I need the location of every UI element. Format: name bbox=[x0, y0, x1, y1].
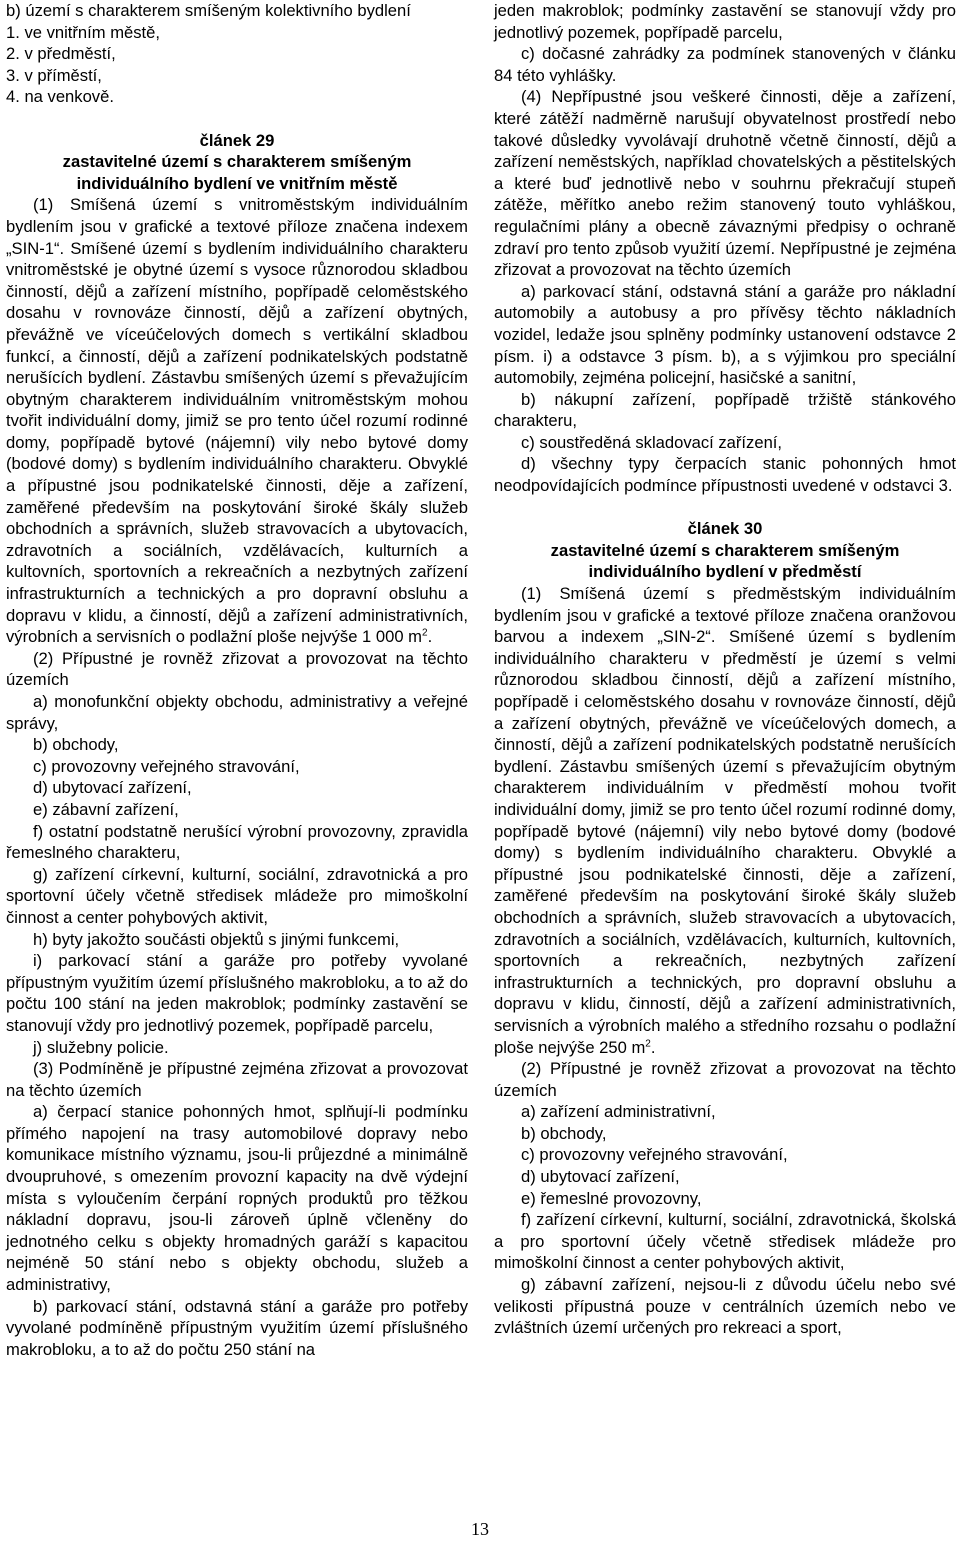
list-item: f) zařízení církevní, kulturní, sociální, zdravotnická, školská a pro sportovní účely včetně středisek mládeže pro mimoškolní činnost a center pohybových aktivit, bbox=[494, 1210, 956, 1273]
intro-list-item: 3. v příměstí, bbox=[6, 65, 102, 85]
article-30-title: zastavitelné území s charakterem smíšeným individuálního bydlení v předměstí bbox=[550, 540, 900, 582]
article-30-paragraph-1: (1) Smíšená území s předměstským individuálním bydlením jsou v grafické a textové příloze značena oranžovou barvou a indexem „SIN-2“. Smíšené území s bydlením individuálního charakteru v předměstí je území s velmi různorodou skladbou činností, dějů a zařízení místního, popřípadě i celoměstského dosahu v rovnováze činností, dějů a zařízení obytných, převážně ve víceúčelových domech, a činností, dějů a zařízení podnikatelských podstatně nerušících bydlení. Zástavbu smíšených území s převažujícím obytným charakterem individuálním v předměstí mohou tvořit individuální domy, jimiž se pro tento účel rozumí rodinné domy, popřípadě bytové (nájemní) vily nebo bytové domy (bodové domy) s bydlením individuálního charakteru. Obvyklé a přípustné jsou podnikatelské činnosti, děje a zařízení, zaměřené především na poskytování široké škály služeb obchodních a správních, služeb stravovacích a ubytovacích, zdravotních a sociálních, vzdělávacích, kulturních, kultovních, sportovních a rekreačních, nezbytných zařízení infrastrukturních a technických, pro dopravní obsluhu a dopravu v klidu, činností, dějů a zařízení administrativních, servisních a výrobních malého a středního rozsahu o podlažní ploše nejvýše 250 $m^2$. bbox=[494, 584, 956, 1057]
article-29-paragraph-1: (1) Smíšená území s vnitroměstským individuálním bydlením jsou v grafické a textové příloze značena indexem „SIN-1“. Smíšené území s bydlením individuálního charakteru vnitroměstské je obytné území s vysoce různorodou skladbou činností, dějů a zařízení místního, popřípadě celoměstského dosahu v rovnováze činností, dějů a zařízení obytných, převážně ve víceúčelových domech s vertikální skladbou funkcí, a činností, dějů a zařízení podnikatelských podstatně nerušících bydlení. Zástavbu smíšených území s převažujícím obytným charakterem individuálním vnitroměstským mohou tvořit individuální domy, jimiž se pro tento účel rozumí rodinné domy, popřípadě bytové (nájemní) vily nebo bytové domy (bodové domy) s bydlením individuálního charakteru. Obvyklé a přípustné jsou podnikatelské činnosti, děje a zařízení, zaměřené především na poskytování široké škály služeb obchodních a správních, služeb stravovacích a ubytovacích, zdravotních a sociálních, vzdělávacích, kulturních a kultovních, sportovních a rekreačních a nezbytných zařízení infrastrukturních a technických a pro dopravní obsluhu a dopravu v klidu, a činností, dějů a zařízení administrativních, výrobních a servisních o podlažní ploše nejvýše 1 000 $m^2$. bbox=[6, 195, 468, 647]
list-item: a) zařízení administrativní, bbox=[521, 1102, 716, 1122]
list-item: e) zábavní zařízení, bbox=[33, 799, 179, 819]
intro-list-item: 1. ve vnitřním městě, bbox=[6, 22, 161, 42]
article-30-paragraph-2: (2) Přípustné je rovněž zřizovat a provozovat na těchto územích bbox=[494, 1059, 956, 1100]
intro-list-item: 4. na venkově. bbox=[6, 87, 114, 107]
list-item: b) parkovací stání, odstavná stání a garáže pro potřeby vyvolané podmíněně přípustným využitím území příslušného makrobloku, a to až do počtu 250 stání na bbox=[6, 1296, 468, 1359]
intro-list-item: 2. v předměstí, bbox=[6, 44, 116, 64]
right-column bbox=[494, 0, 956, 1339]
list-item: b) obchody, bbox=[521, 1123, 607, 1143]
list-item: h) byty jakožto součásti objektů s jinými funkcemi, bbox=[33, 929, 400, 949]
list-item: d) všechny typy čerpacích stanic pohonných hmot neodpovídajících podmínce přípustnosti uvedené v odstavci 3. bbox=[494, 454, 956, 496]
page-number: 13 bbox=[471, 1519, 489, 1539]
list-item: g) zábavní zařízení, nejsou-li z důvodu účelu nebo své velikosti přípustná pouze v centrálních územích nebo ve zvláštních území určených pro rekreaci a sport, bbox=[494, 1275, 956, 1338]
article-29-number: článek 29 bbox=[199, 130, 275, 150]
list-item: f) ostatní podstatně nerušící výrobní provozovny, zpravidla řemeslného charakteru, bbox=[6, 821, 468, 863]
intro-item-b: b) území s charakterem smíšeným kolektivního bydlení bbox=[6, 1, 411, 20]
list-item: c) provozovny veřejného stravování, bbox=[33, 756, 300, 776]
list-item-continued: jeden makroblok; podmínky zastavění se stanovují vždy pro jednotlivý pozemek, popřípadě parcelu, bbox=[494, 1, 956, 42]
article-29-paragraph-4: (4) Nepřípustné jsou veškeré činnosti, děje a zařízení, které zátěží nadměrně narušují obyvatelnost prostředí nebo takové důsledky vyvolávají druhotně včetně činností, dějů a zařízení neměstských, například chovatelských a pěstitelských a které buď jednotlivě nebo v souhrnu překračují stupeň zátěže, měřítko anebo režim stanovený touto vyhláškou, regulačními plány a obecně závaznými předpisy o ochraně zdraví pro tento způsob využití území. Nepřípustné je zejména zřizovat a provozovat na těchto územích bbox=[494, 87, 956, 280]
list-item: j) služebny policie. bbox=[33, 1037, 169, 1057]
list-item: d) ubytovací zařízení, bbox=[33, 778, 192, 798]
list-item: a) parkovací stání, odstavná stání a garáže pro nákladní automobily a autobusy a pro přívěsy těchto nákladních vozidel, ledaže jsou splněny podmínky ustanovení odstavce 2 písm. i) a odstavce 3 písm. b), a s výjimkou pro speciální automobily, zejména policejní, hasičské a sanitní, bbox=[494, 281, 956, 388]
list-item: i) parkovací stání a garáže pro potřeby vyvolané přípustným využitím území příslušného makrobloku, a to až do počtu 100 stání na jeden makroblok; podmínky zastavění se stanovují vždy pro jednotlivý pozemek, popřípadě parcelu, bbox=[6, 951, 468, 1035]
article-29-title: zastavitelné území s charakterem smíšeným individuálního bydlení ve vnitřním městě bbox=[62, 152, 412, 193]
list-item: a) monofunkční objekty obchodu, administrativy a veřejné správy, bbox=[6, 692, 468, 733]
article-29-paragraph-2: (2) Přípustné je rovněž zřizovat a provozovat na těchto územích bbox=[6, 648, 468, 690]
list-item: g) zařízení církevní, kulturní, sociální, zdravotnická a pro sportovní účely včetně středisek mládeže pro mimoškolní činnost a center pohybových aktivit, bbox=[6, 864, 468, 927]
article-29-paragraph-3: (3) Podmíněně je přípustné zejména zřizovat a provozovat na těchto územích bbox=[6, 1059, 468, 1100]
list-item: c) provozovny veřejného stravování, bbox=[521, 1145, 788, 1165]
left-column bbox=[6, 0, 468, 1360]
list-item: a) čerpací stanice pohonných hmot, splňují-li podmínku přímého napojení na trasy automobilové dopravy nebo komunikace místního významu, jsou-li průjezdné a minimálně dvoupruhové, s omezením provozní kapacity na dvě výdejní místa s vyloučením čerpání ropných produktů pro těžkou nákladní dopravu, jsou-li zároveň úplně včleněny do jednotného celku s objekty hromadných garáží s kapacitou nejméně 50 stání nebo s objekty obchodu, služeb a administrativy, bbox=[6, 1102, 468, 1295]
list-item: c) dočasné zahrádky za podmínek stanovených v článku 84 této vyhlášky. bbox=[494, 44, 956, 85]
list-item: e) řemeslné provozovny, bbox=[521, 1188, 702, 1208]
list-item: b) obchody, bbox=[33, 735, 119, 755]
list-item: b) nákupní zařízení, popřípadě tržiště stánkového charakteru, bbox=[494, 389, 956, 431]
article-30-number: článek 30 bbox=[687, 519, 763, 539]
list-item: d) ubytovací zařízení, bbox=[521, 1167, 680, 1187]
list-item: c) soustředěná skladovací zařízení, bbox=[521, 432, 783, 452]
